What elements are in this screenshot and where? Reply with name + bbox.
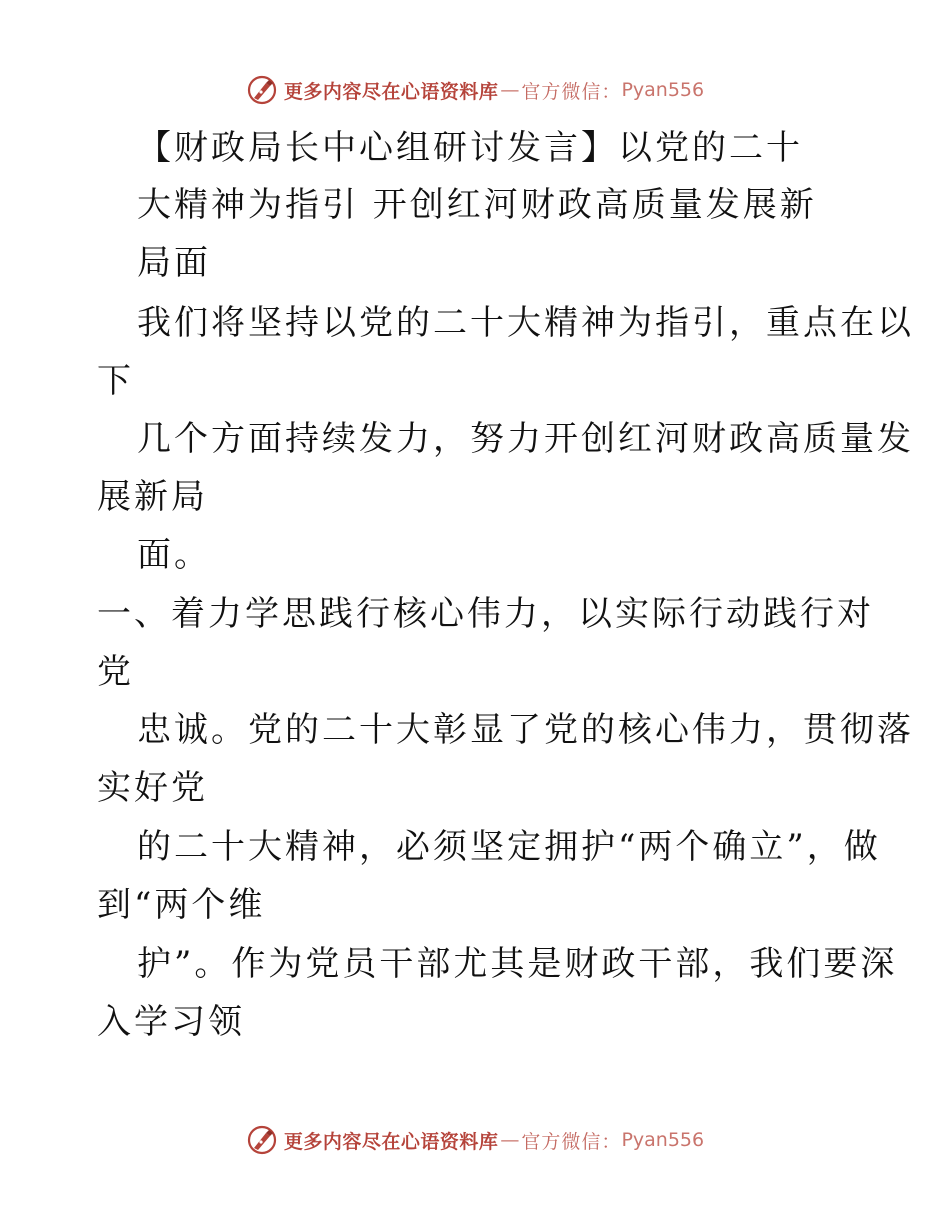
body-line: 护”。作为党员干部尤其是财政干部，我们要深 bbox=[137, 944, 898, 984]
footer-watermark bbox=[0, 1120, 950, 1160]
watermark-wechat-label: 官方微信： bbox=[521, 80, 622, 103]
pen-nib-logo-icon bbox=[246, 1124, 278, 1156]
body-line: 面。 bbox=[137, 535, 211, 575]
body-line: 到“两个维 bbox=[97, 885, 266, 925]
body-line: 几个方面持续发力，努力开创红河财政高质量发 bbox=[137, 419, 914, 459]
watermark-brand: 更多内容尽在心语资料库 bbox=[283, 1130, 499, 1153]
body-line: 实好党 bbox=[97, 768, 208, 808]
section-heading-line: 一、着力学思践行核心伟力，以实际行动践行对 bbox=[97, 594, 874, 634]
body-line: 的二十大精神，必须坚定拥护“两个确立”，做 bbox=[137, 827, 881, 867]
watermark-brand: 更多内容尽在心语资料库 bbox=[283, 80, 499, 103]
title-line-1: 【财政局长中心组研讨发言】以党的二十 bbox=[137, 128, 803, 168]
watermark-wechat-label: 官方微信： bbox=[521, 1130, 622, 1153]
title-line-2: 大精神为指引 开创红河财政高质量发展新 bbox=[137, 185, 817, 225]
body-line: 下 bbox=[97, 361, 134, 401]
watermark-wechat-id: Pyan556 bbox=[621, 1129, 705, 1151]
body-line: 忠诚。党的二十大彰显了党的核心伟力，贯彻落 bbox=[137, 710, 914, 750]
body-line: 党 bbox=[97, 652, 134, 692]
body-line: 我们将坚持以党的二十大精神为指引，重点在以 bbox=[137, 303, 914, 343]
watermark-wechat-id: Pyan556 bbox=[621, 79, 705, 101]
watermark-dash: — bbox=[500, 79, 520, 101]
body-line: 展新局 bbox=[97, 477, 208, 517]
watermark-dash: — bbox=[500, 1129, 520, 1151]
title-line-3: 局面 bbox=[137, 243, 211, 283]
body-line: 入学习领 bbox=[97, 1002, 245, 1042]
